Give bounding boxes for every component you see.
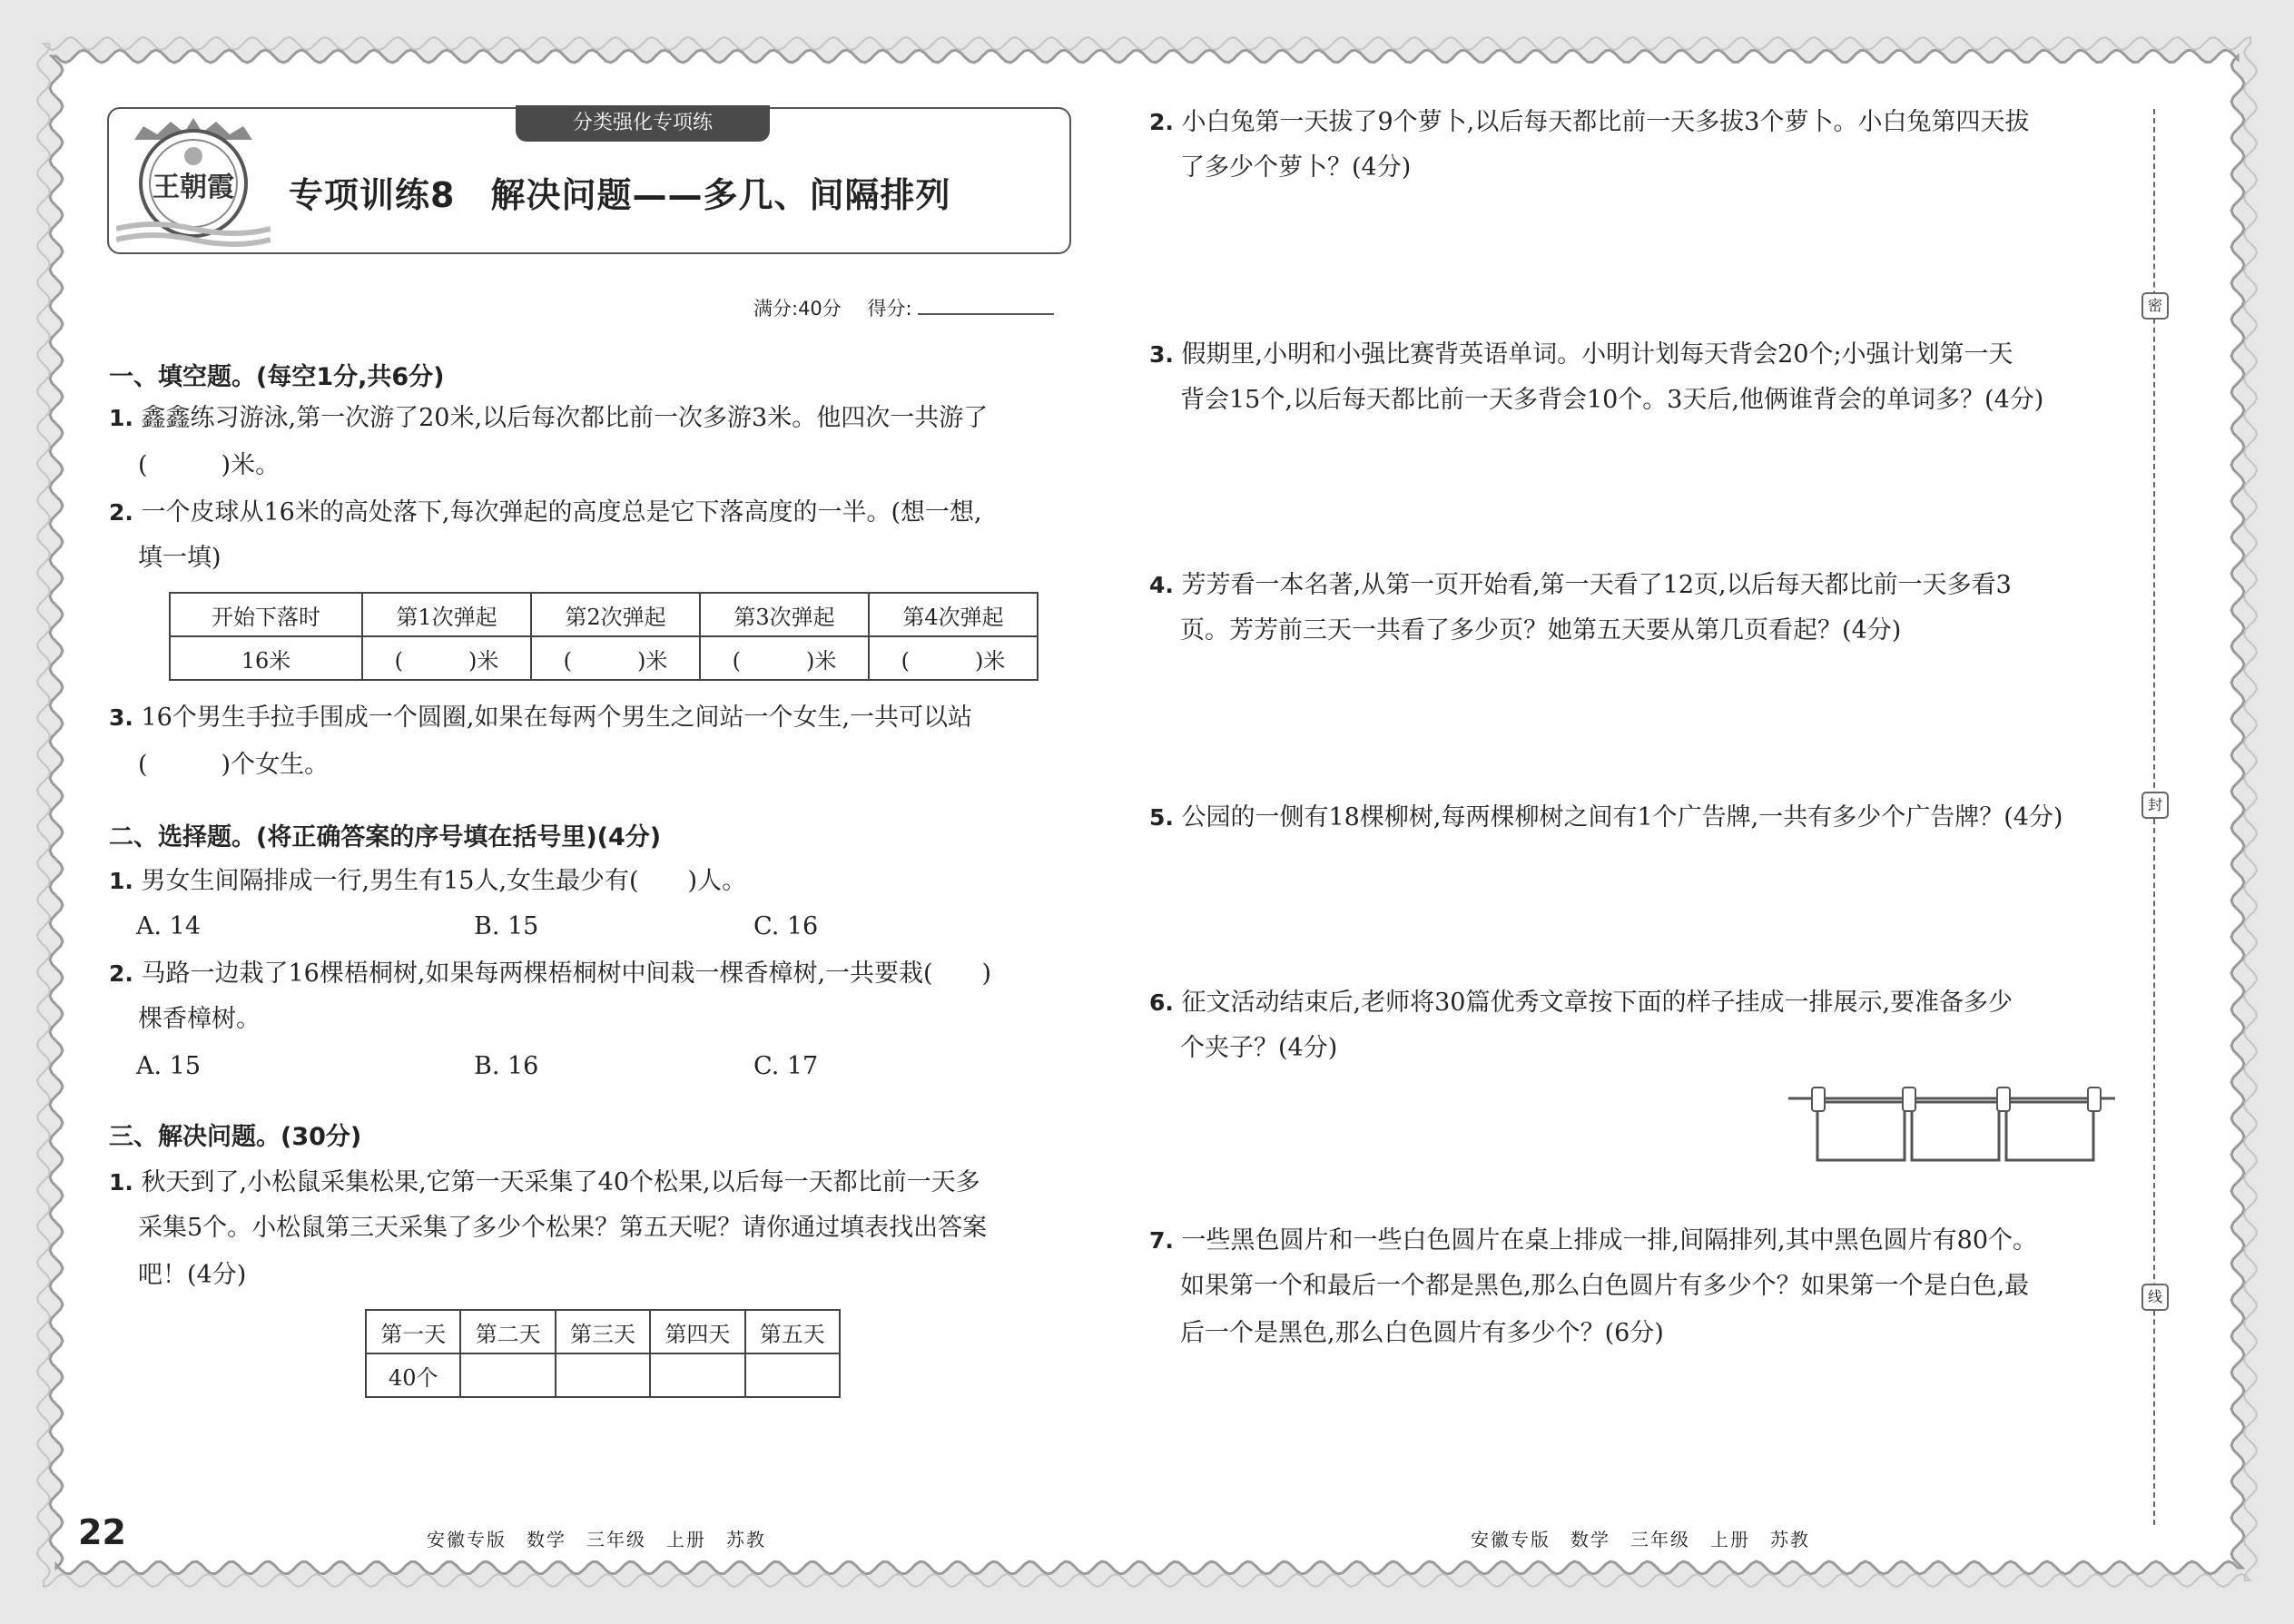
question-2-2-cont: 棵香樟树。	[138, 1005, 261, 1033]
question-number: 4.	[1149, 572, 1174, 598]
answer-cell[interactable]	[556, 1353, 650, 1397]
option-2-2-b[interactable]: B. 16	[474, 1052, 539, 1080]
svg-text:王朝霞: 王朝霞	[153, 172, 234, 203]
table-header-cell: 第1次弹起	[362, 593, 531, 636]
score-blank[interactable]	[918, 313, 1054, 315]
question-text: 一个皮球从16米的高处落下,每次弹起的高度总是它下落高度的一半。(想一想,	[141, 498, 982, 527]
question-3-6	[1149, 980, 2121, 1026]
page-title: 专项训练8 解决问题——多几、间隔排列	[289, 175, 951, 215]
question-number: 7.	[1149, 1227, 1174, 1254]
question-1-1	[109, 396, 1071, 441]
table-header-cell: 第2次弹起	[531, 593, 700, 636]
clip-hanging-diagram	[1788, 1082, 2115, 1164]
question-number: 3.	[109, 704, 133, 731]
question-number: 1.	[109, 868, 133, 894]
category-tab: 分类强化专项练	[516, 105, 770, 142]
option-2-1-c[interactable]: C. 16	[753, 912, 819, 940]
table-header-cell: 第3次弹起	[700, 593, 869, 636]
table-header-row	[366, 1310, 840, 1353]
section-choice-heading: 二、选择题。(将正确答案的序号填在括号里)(4分)	[109, 823, 662, 851]
answer-cell[interactable]	[460, 1353, 555, 1397]
table-cell: 16米	[170, 636, 362, 680]
answer-cell[interactable]: ( )米	[700, 636, 869, 680]
question-3-2	[1149, 100, 2121, 145]
seal-label-mi: 密	[2141, 292, 2169, 320]
question-text: 芳芳看一本名著,从第一页开始看,第一天看了12页,以后每天都比前一天多看3	[1181, 571, 2012, 599]
question-text: 秋天到了,小松鼠采集松果,它第一天采集了40个松果,以后每一天都比前一天多	[141, 1168, 980, 1196]
question-3-1-cont2: 吧！(4分)	[138, 1261, 247, 1289]
question-text: 鑫鑫练习游泳,第一次游了20米,以后每次都比前一次多游3米。他四次一共游了	[141, 404, 989, 432]
section-solve-heading: 三、解决问题。(30分)	[109, 1123, 362, 1151]
question-number: 2.	[109, 499, 133, 526]
page-number: 22	[78, 1512, 126, 1552]
question-2-1	[109, 859, 746, 904]
question-3-7-cont: 如果第一个和最后一个都是黑色,那么白色圆片有多少个？如果第一个是白色,最	[1180, 1272, 2030, 1300]
full-score: 满分:40分	[753, 298, 842, 320]
option-2-2-c[interactable]: C. 17	[753, 1052, 819, 1080]
question-1-3-answer[interactable]: ( )个女生。	[138, 751, 330, 779]
score-line	[753, 294, 1054, 321]
question-text: 男女生间隔排成一行,男生有15人,女生最少有( )人。	[141, 867, 747, 895]
question-text: 马路一边栽了16棵梧桐树,如果每两棵梧桐树中间栽一棵香樟树,一共要栽( )	[141, 960, 992, 988]
seal-label-xian: 线	[2141, 1284, 2169, 1311]
table-header-cell: 第三天	[556, 1310, 650, 1353]
footer-left: 安徽专版 数学 三年级 上册 苏教	[427, 1529, 766, 1550]
section-fill-blank-heading: 一、填空题。(每空1分,共6分)	[109, 363, 445, 391]
question-3-4	[1149, 563, 2121, 608]
question-3-1-cont: 采集5个。小松鼠第三天采集了多少个松果？第五天呢？请你通过填表找出答案	[138, 1214, 988, 1242]
table-cell: 40个	[366, 1353, 460, 1397]
answer-cell[interactable]	[745, 1353, 840, 1397]
question-text: 公园的一侧有18棵柳树,每两棵柳树之间有1个广告牌,一共有多少个广告牌？(4分)	[1181, 803, 2063, 832]
answer-cell[interactable]: ( )米	[869, 636, 1038, 680]
question-text: 16个男生手拉手围成一个圆圈,如果在每两个男生之间站一个女生,一共可以站	[141, 704, 973, 732]
table-row	[170, 636, 1038, 680]
question-text: 小白兔第一天拔了9个萝卜,以后每天都比前一天多拔3个萝卜。小白兔第四天拔	[1181, 108, 2030, 136]
table-row	[366, 1353, 840, 1397]
table-header-cell: 第一天	[366, 1310, 460, 1353]
question-3-1	[109, 1160, 1080, 1206]
question-number: 1.	[109, 405, 133, 431]
question-3-7-cont2: 后一个是黑色,那么白色圆片有多少个？(6分)	[1180, 1319, 1664, 1347]
answer-cell[interactable]: ( )米	[531, 636, 700, 680]
question-1-2	[109, 490, 1080, 536]
table-header-cell: 第4次弹起	[869, 593, 1038, 636]
question-3-5	[1149, 795, 2130, 841]
question-number: 1.	[109, 1169, 133, 1196]
table-header-cell: 第二天	[460, 1310, 555, 1353]
question-number: 6.	[1149, 989, 1174, 1016]
table-header-cell: 第四天	[650, 1310, 744, 1353]
question-3-3	[1149, 332, 2121, 378]
option-2-2-a[interactable]: A. 15	[136, 1052, 202, 1080]
question-text: 征文活动结束后,老师将30篇优秀文章按下面的样子挂成一排展示,要准备多少	[1181, 989, 2013, 1017]
question-number: 2.	[109, 960, 133, 987]
score-label: 得分:	[867, 298, 912, 320]
seal-label-feng: 封	[2141, 792, 2169, 819]
question-1-3	[109, 695, 1080, 741]
table-header-cell: 第五天	[745, 1310, 840, 1353]
question-3-7	[1149, 1218, 2130, 1264]
footer-right: 安徽专版 数学 三年级 上册 苏教	[1471, 1529, 1810, 1550]
question-3-2-cont: 了多少个萝卜？(4分)	[1180, 153, 1412, 182]
option-2-1-a[interactable]: A. 14	[136, 912, 202, 940]
question-3-3-cont: 背会15个,以后每天都比前一天多背会10个。3天后,他俩谁背会的单词多？(4分)	[1180, 386, 2044, 414]
question-3-6-cont: 个夹子？(4分)	[1180, 1034, 1338, 1062]
question-number: 2.	[1149, 109, 1174, 135]
question-text: 假期里,小明和小强比赛背英语单词。小明计划每天背会20个;小强计划第一天	[1181, 340, 2013, 369]
answer-cell[interactable]	[650, 1353, 744, 1397]
publisher-logo	[116, 113, 271, 247]
question-1-1-answer[interactable]: ( )米。	[138, 451, 281, 479]
table-header-cell: 开始下落时	[170, 593, 362, 636]
question-number: 5.	[1149, 804, 1174, 831]
question-2-2	[109, 951, 1080, 997]
option-2-1-b[interactable]: B. 15	[474, 912, 539, 940]
question-text: 一些黑色圆片和一些白色圆片在桌上排成一排,间隔排列,其中黑色圆片有80个。	[1181, 1226, 2038, 1255]
answer-cell[interactable]: ( )米	[362, 636, 531, 680]
question-1-2-cont: 填一填)	[138, 544, 222, 572]
question-number: 3.	[1149, 341, 1174, 368]
table-header-row	[170, 593, 1038, 636]
bounce-table	[169, 592, 1039, 681]
pinecone-table	[365, 1309, 841, 1398]
question-3-4-cont: 页。芳芳前三天一共看了多少页？她第五天要从第几页看起？(4分)	[1180, 616, 1902, 645]
